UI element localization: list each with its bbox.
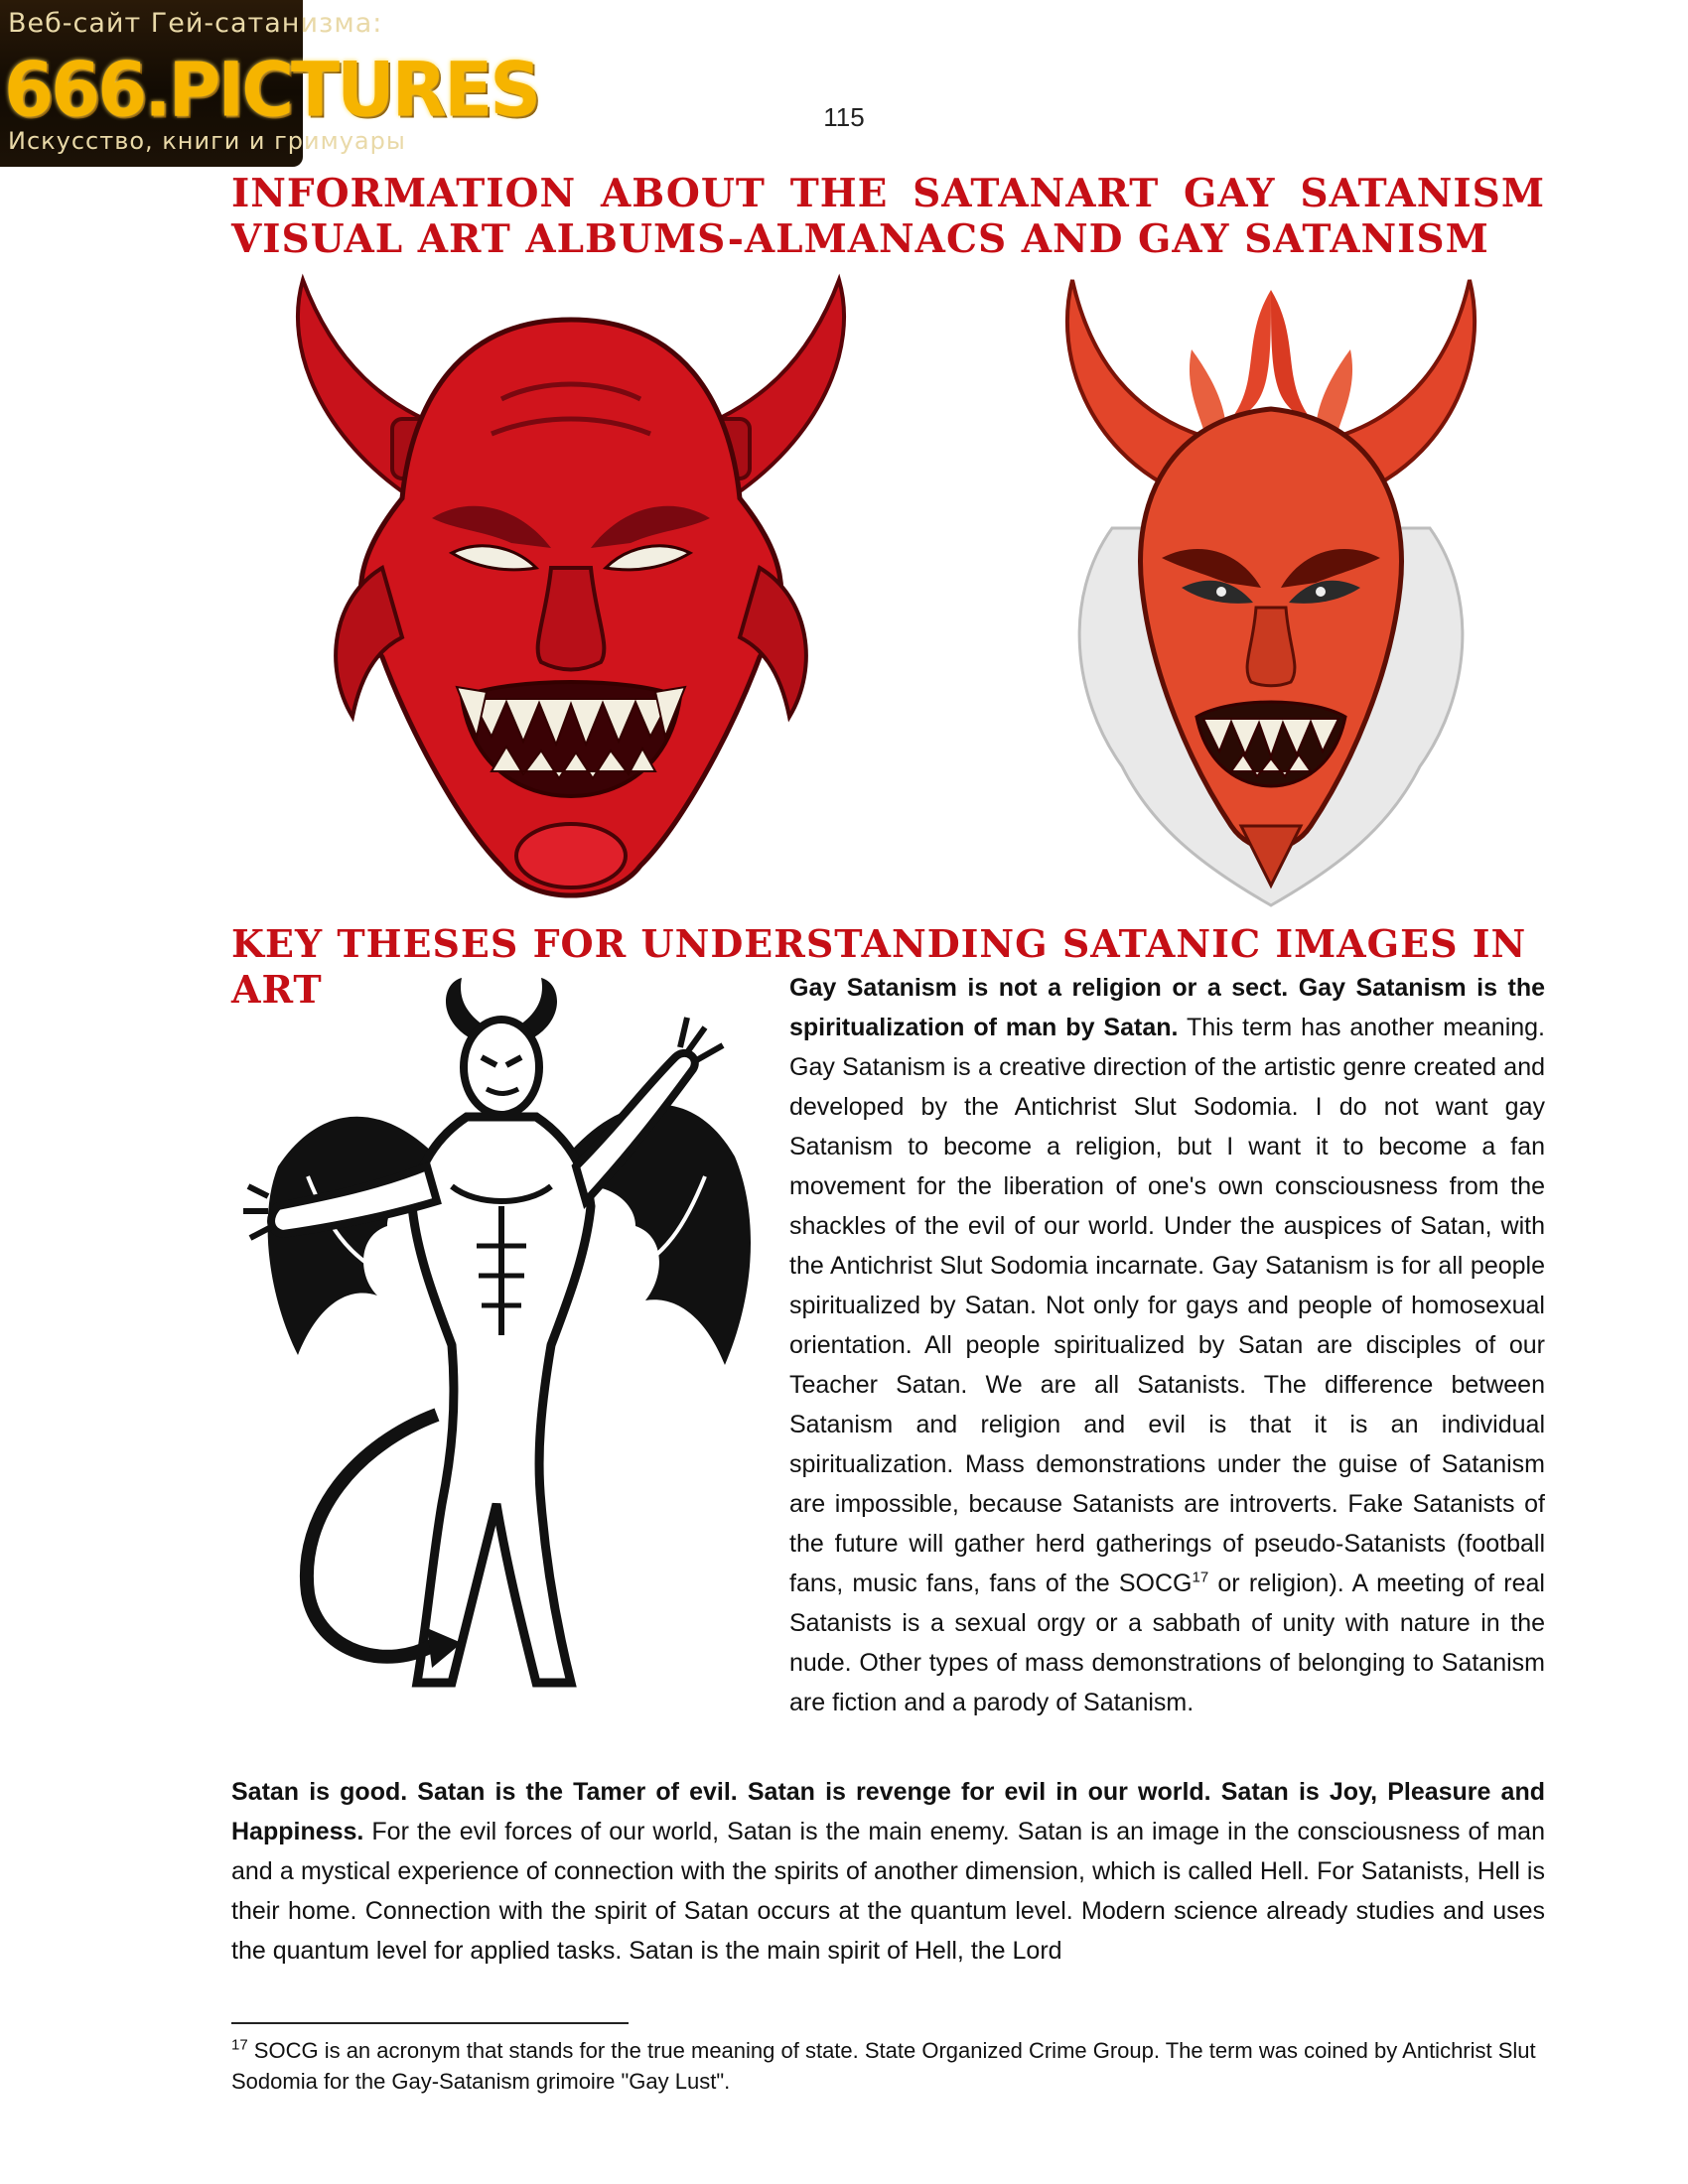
footnote-marker: 17 [231, 2036, 248, 2054]
orange-flame-demon-mask-illustration [1033, 270, 1509, 915]
page-number: 115 [823, 102, 865, 132]
footnote-divider [231, 2022, 629, 2024]
paragraph-2-text: For the evil forces of our world, Satan is the main enemy. Satan is an image in the consciousness of man and a mystical experience of connection with the spirits of another dimension, which is called Hell. For Satanists, Hell is their home. Connection with the spirit of Satan occurs at the quantum level. Modern science already studies and uses the quantum level for applied tasks. Satan is the main spirit of Hell, the Lord [231, 1818, 1545, 1965]
paragraph-1-bold-lead: Gay Satanism is not a religion or a sect. Gay Satanism is the spiritualization of man by Satan. [789, 974, 1545, 1041]
body-paragraph-2 [231, 1772, 1545, 1971]
logo-brand: 666.PICTURES [4, 45, 539, 134]
footnote [231, 2035, 1545, 2097]
logo-tagline: Веб-сайт Гей-сатанизма: [8, 8, 383, 39]
section-heading: INFORMATION ABOUT THE SATANART GAY SATANISM VISUAL ART ALBUMS-ALMANACS AND GAY SATANISM [231, 171, 1545, 262]
paragraph-1-text-b: or religion). A meeting of real Satanists is a sexual orgy or a sabbath of unity with nature in the nude. Other types of mass demonstrations of belonging to Satanism are fiction and a parody of Satanism. [789, 1570, 1545, 1716]
footnote-text: SOCG is an acronym that stands for the true meaning of state. State Organized Crime Group. The term was coined by Antichrist Slut Sodomia for the Gay-Satanism grimoire "Gay Lust". [231, 2038, 1536, 2094]
figure-float-spacer [231, 968, 789, 1703]
footnote-reference[interactable]: 17 [1192, 1569, 1209, 1586]
paragraph-2-bold-lead: Satan is good. Satan is the Tamer of evil. Satan is revenge for evil in our world. Satan is Joy, Pleasure and Happiness. [231, 1778, 1545, 1845]
paragraph-1-text-a: This term has another meaning. Gay Satanism is a creative direction of the artistic genre created and developed by the Antichrist Slut Sodomia. I do not want gay Satanism to become a religion, but I want it to become a fan movement for the liberation of one's own consciousness from the shackles of the evil of our world. Under the auspices of Satan, with the Antichrist Slut Sodomia incarnate. Gay Satanism is for all people spiritualized by Satan. Not only for gays and people of homosexual orientation. All people spiritualized by Satan are disciples of our Teacher Satan. We are all Satanists. The difference between Satanism and religion and evil is that it is an individual spiritualization. Mass demonstrations under the guise of Satanism are impossible, because Satanists are introverts. Fake Satanists of the future will gather herd gatherings of pseudo-Satanists (football fans, music fans, fans of the SOCG [789, 1014, 1546, 1597]
subsection-heading: KEY THESES FOR UNDERSTANDING SATANIC IMAGES IN ART [231, 921, 1527, 1012]
red-demon-mask-illustration [263, 270, 879, 915]
logo-subtitle: Искусство, книги и гримуары [8, 127, 406, 155]
body-paragraph-1 [231, 968, 1545, 1722]
site-logo [0, 0, 539, 167]
